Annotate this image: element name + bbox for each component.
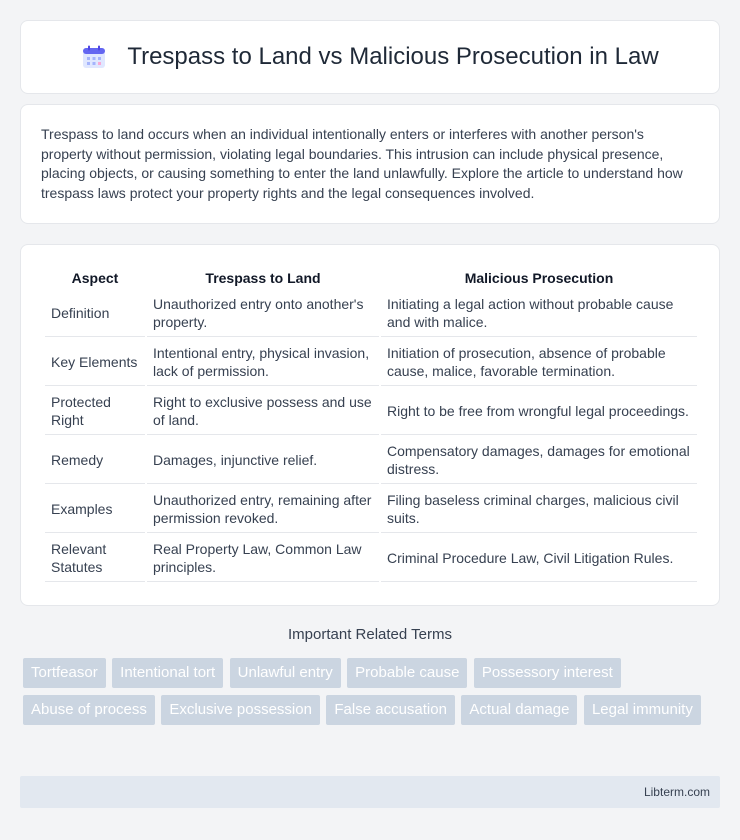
- tag-probable-cause[interactable]: Probable cause: [347, 658, 467, 688]
- row-malicious: Initiating a legal action without probable cause and with malice.: [381, 290, 697, 337]
- comparison-table-card: [20, 244, 720, 606]
- tag-exclusive-possession[interactable]: Exclusive possession: [161, 695, 320, 725]
- row-trespass: Damages, injunctive relief.: [147, 437, 379, 484]
- row-trespass: Unauthorized entry onto another's property.: [147, 290, 379, 337]
- row-aspect: Examples: [45, 486, 145, 533]
- related-terms-title: Important Related Terms: [288, 626, 452, 643]
- row-aspect: Remedy: [45, 437, 145, 484]
- table-row: [45, 535, 697, 582]
- tag-actual-damage[interactable]: Actual damage: [461, 695, 577, 725]
- row-trespass: Intentional entry, physical invasion, lack of permission.: [147, 339, 379, 386]
- footer: [20, 776, 720, 808]
- header-aspect: Aspect: [71, 270, 119, 286]
- tag-unlawful-entry[interactable]: Unlawful entry: [230, 658, 341, 688]
- row-malicious: Criminal Procedure Law, Civil Litigation Rules.: [381, 535, 697, 582]
- table-row: [45, 290, 697, 337]
- table-row: [45, 388, 697, 435]
- table-row: [45, 437, 697, 484]
- header-trespass: Trespass to Land: [205, 270, 321, 286]
- calendar-icon: [81, 44, 107, 70]
- page-title: Trespass to Land vs Malicious Prosecution in Law: [127, 43, 659, 70]
- tag-possessory-interest[interactable]: Possessory interest: [474, 658, 621, 688]
- tag-tortfeasor[interactable]: Tortfeasor: [23, 658, 106, 688]
- table-row: [45, 486, 697, 533]
- row-malicious: Initiation of prosecution, absence of probable cause, malice, favorable termination.: [381, 339, 697, 386]
- row-malicious: Filing baseless criminal charges, malicious civil suits.: [381, 486, 697, 533]
- row-aspect: Definition: [45, 290, 145, 337]
- intro-card: [20, 104, 720, 224]
- tag-abuse-of-process[interactable]: Abuse of process: [23, 695, 155, 725]
- header-malicious: Malicious Prosecution: [464, 270, 614, 286]
- row-aspect: Key Elements: [45, 339, 145, 386]
- footer-site-link[interactable]: Libterm.com: [643, 785, 710, 799]
- row-aspect: Protected Right: [45, 388, 145, 435]
- tag-false-accusation[interactable]: False accusation: [326, 695, 455, 725]
- row-malicious: Compensatory damages, damages for emotional distress.: [381, 437, 697, 484]
- header-card: [20, 20, 720, 94]
- row-trespass: Unauthorized entry, remaining after permission revoked.: [147, 486, 379, 533]
- table-header-row: [45, 267, 697, 288]
- table-row: [45, 339, 697, 386]
- row-trespass: Right to exclusive possess and use of land.: [147, 388, 379, 435]
- related-terms-list: [23, 658, 723, 732]
- tag-legal-immunity[interactable]: Legal immunity: [584, 695, 701, 725]
- row-aspect: Relevant Statutes: [45, 535, 145, 582]
- intro-text: Trespass to land occurs when an individual intentionally enters or interferes with another person's property without permission, violating legal boundaries. This intrusion can include physical presence, placing objects, or causing something to enter the land unlawfully. Explore the article to understand how trespass laws protect your property rights and the legal consequences involved.: [41, 126, 683, 201]
- row-malicious: Right to be free from wrongful legal proceedings.: [381, 388, 697, 435]
- row-trespass: Real Property Law, Common Law principles.: [147, 535, 379, 582]
- tag-intentional-tort[interactable]: Intentional tort: [112, 658, 223, 688]
- comparison-table: [43, 265, 699, 584]
